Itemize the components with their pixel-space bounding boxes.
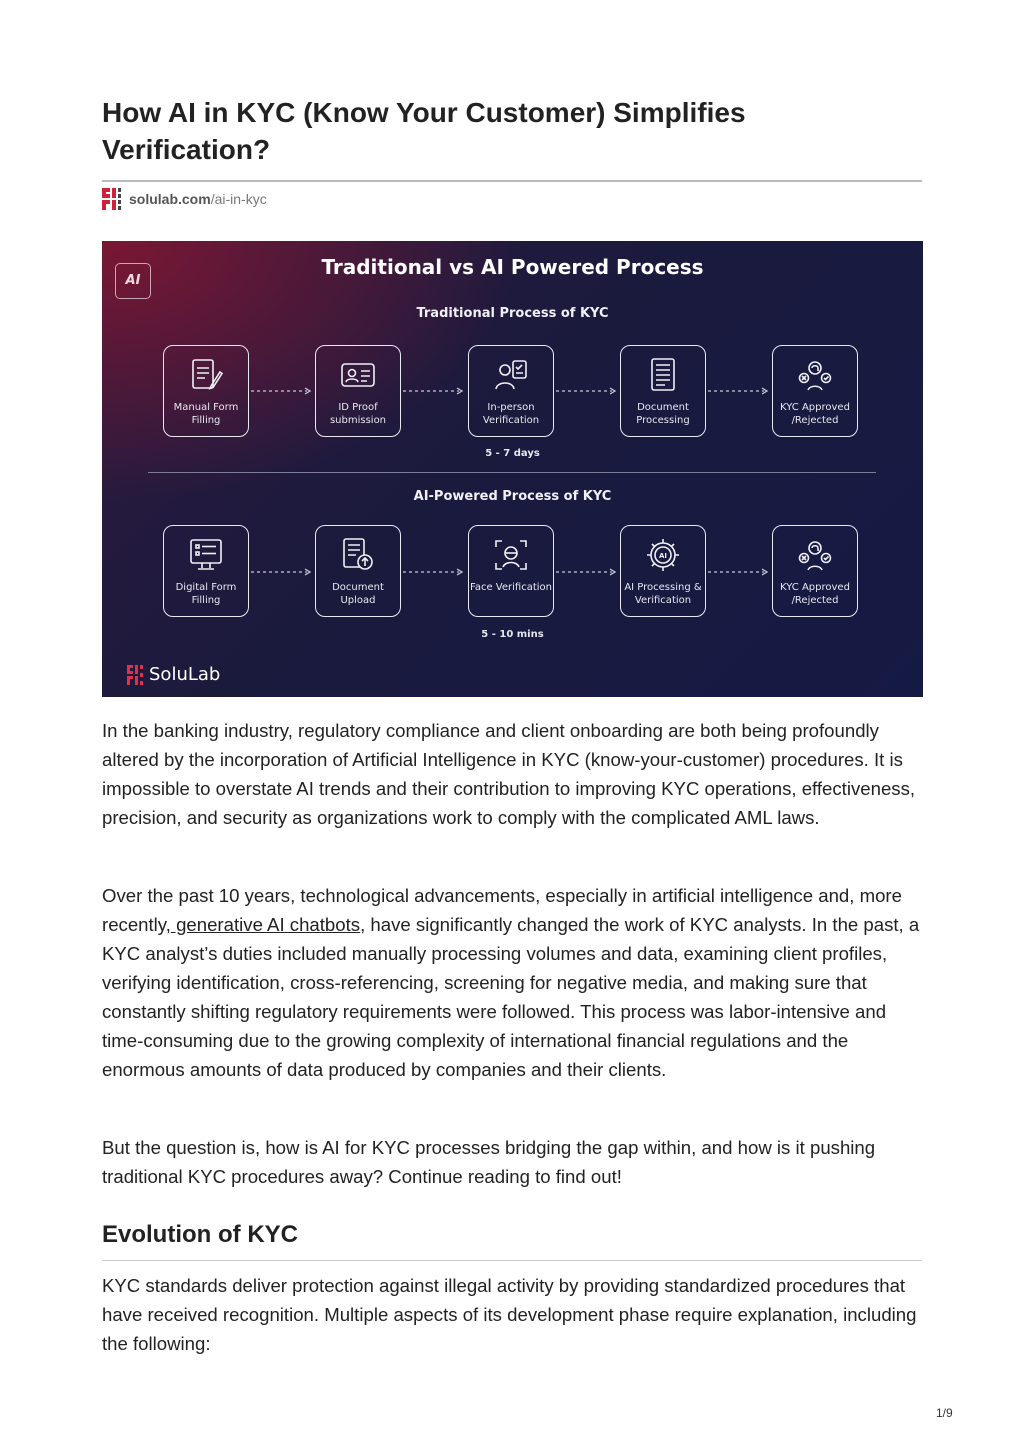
document-icon — [644, 356, 682, 394]
ai-heading: AI-Powered Process of KYC — [413, 489, 612, 504]
history-text-end: , have significantly changed the work of KYC analysts. In the past, a KYC analyst’s duties included manually processing volumes and data, examining client profiles, verifying identification, cross-referencing, screening for negative media, and making sure that constantly shifting regulatory requirements were followed. This process was labor-intensive and time-consuming due to the growing complexity of international financial regulations and the enormous amounts of data produced by companies and their clients. — [102, 914, 920, 1080]
hero-infographic — [102, 241, 923, 697]
traditional-duration: 5 - 7 days — [485, 448, 540, 459]
digital-form-icon — [187, 536, 225, 574]
question-paragraph: But the question is, how is AI for KYC processes bridging the gap within, and how is it pushing traditional KYC procedures away? Continue reading to find out! — [102, 1137, 876, 1187]
flow-arrow — [401, 568, 465, 576]
person-clipboard-icon — [492, 356, 530, 394]
step-ai-processing-verification — [620, 525, 706, 617]
source-url[interactable] — [129, 191, 267, 207]
history-paragraph — [102, 881, 924, 1084]
step-manual-form-filling — [163, 345, 249, 437]
step-label: Manual Form Filling — [173, 402, 239, 426]
step-label: KYC Approved /Rejected — [780, 402, 850, 426]
step-label: AI Processing & Verification — [624, 582, 702, 606]
flow-arrow — [706, 568, 770, 576]
face-scan-icon — [492, 536, 530, 574]
ai-duration: 5 - 10 mins — [481, 629, 544, 640]
step-document-processing — [620, 345, 706, 437]
step-kyc-approved-rejected-ai — [772, 525, 858, 617]
step-label: ID Proof submission — [329, 402, 387, 426]
infographic-title: Traditional vs AI Powered Process — [321, 255, 704, 279]
solulab-logo-icon — [127, 665, 145, 685]
svg-text:AI: AI — [658, 552, 668, 560]
approve-reject-icon — [796, 356, 834, 394]
source-domain: solulab.com — [129, 191, 211, 207]
step-label: KYC Approved /Rejected — [780, 582, 850, 606]
step-label: Document Upload — [332, 582, 384, 606]
step-label: Document Processing — [636, 402, 690, 426]
step-kyc-approved-rejected — [772, 345, 858, 437]
page-title: How AI in KYC (Know Your Customer) Simplifies Verification? — [102, 97, 746, 165]
step-id-proof-submission — [315, 345, 401, 437]
id-card-icon — [339, 356, 377, 394]
page-number: 1/9 — [936, 1406, 953, 1420]
ai-chip-icon — [644, 536, 682, 574]
flow-arrow — [249, 387, 313, 395]
flow-arrow — [706, 387, 770, 395]
flow-arrow — [554, 387, 618, 395]
step-face-verification — [468, 525, 554, 617]
brand-name: SoluLab — [149, 664, 221, 685]
flow-arrow — [249, 568, 313, 576]
source-path: /ai-in-kyc — [210, 191, 267, 207]
ai-badge-icon: AI — [115, 263, 151, 299]
section-heading: Evolution of KYC — [102, 1221, 298, 1248]
document-upload-icon — [339, 536, 377, 574]
step-digital-form-filling — [163, 525, 249, 617]
form-pen-icon — [187, 356, 225, 394]
step-label: Digital Form Filling — [175, 582, 237, 606]
approve-reject-icon — [796, 536, 834, 574]
solulab-favicon-icon — [102, 188, 124, 210]
section-divider — [148, 472, 876, 473]
intro-paragraph: In the banking industry, regulatory compliance and client onboarding are both being profoundly altered by the incorporation of Artificial Intelligence in KYC (know-your-customer) procedures. It is impossible to overstate AI trends and their contribution to improving KYC operations, effectiveness, precision, and security as organizations work to comply with the complicated AML laws. — [102, 720, 916, 828]
traditional-heading: Traditional Process of KYC — [416, 306, 609, 321]
section-heading-divider — [102, 1260, 922, 1261]
flow-arrow — [401, 387, 465, 395]
step-document-upload — [315, 525, 401, 617]
solulab-brand — [127, 664, 220, 685]
step-label: Face Verification — [470, 582, 552, 593]
history-text-start: Over the past 10 years, technological advancements, especially in artificial intelligence and, more recently, — [102, 885, 902, 935]
title-divider — [102, 180, 922, 182]
flow-arrow — [554, 568, 618, 576]
step-label: In-person Verification — [482, 402, 540, 426]
source-link[interactable] — [102, 188, 267, 210]
evolution-paragraph: KYC standards deliver protection against illegal activity by providing standardized procedures that have received recognition. Multiple aspects of its development phase require explanation, including the following: — [102, 1275, 917, 1354]
generative-ai-chatbots-link[interactable]: generative AI chatbots — [170, 914, 361, 935]
step-in-person-verification — [468, 345, 554, 437]
